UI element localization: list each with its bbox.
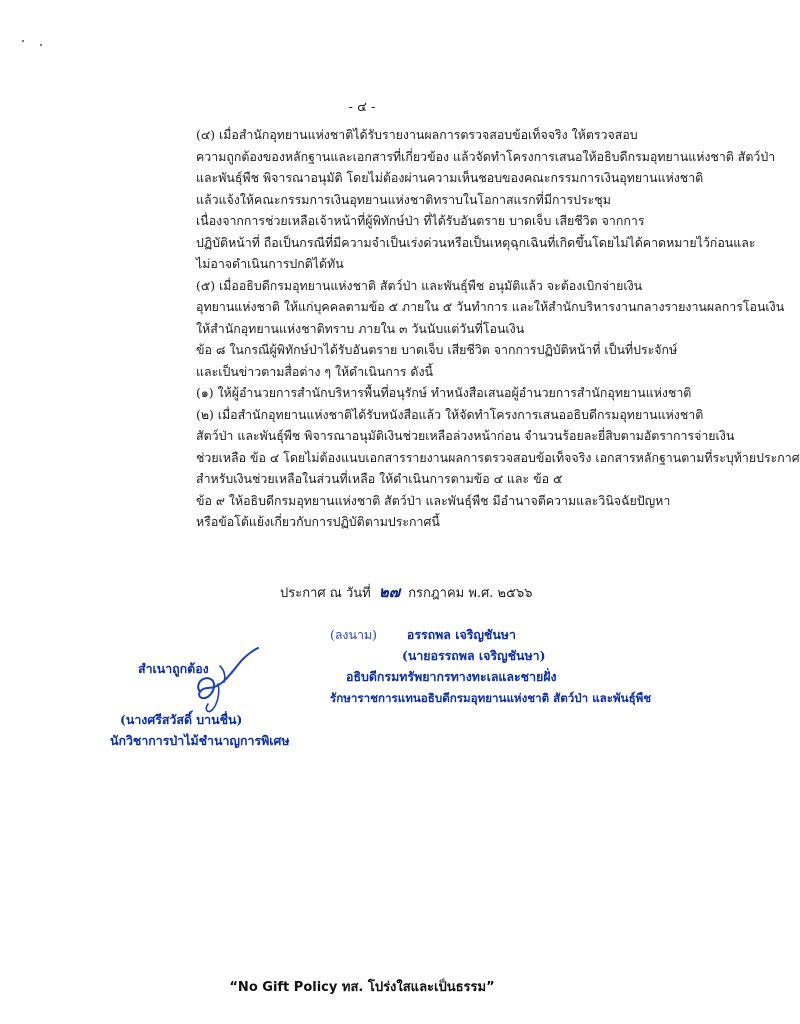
text-line: ข้อ ๙ ให้อธิบดีกรมอุทยานแห่งชาติ สัตว์ป่า และพันธุ์พืช มีอำนาจตีความและวินิจฉัยปัญหา [196,492,671,508]
text-line: อุทยานแห่งชาติ ให้แก่บุคคลตามข้อ ๕ ภายใน ๕ วันทำการ และให้สำนักบริหารงานกลางรายงานผลการโอนเงิน [196,299,785,314]
paragraph [116,124,776,210]
paragraph [116,382,692,404]
announce-prefix: ประกาศ ณ วันที่ [280,586,371,601]
certify-title: สำเนาถูกต้อง [138,661,209,676]
signer-position: อธิบดีกรมทรัพยากรทางทะเลและชายฝั่ง [346,669,557,684]
text-line: (๕) เมื่ออธิบดีกรมอุทยานแห่งชาติ สัตว์ป่า และพันธุ์พืช อนุมัติแล้ว จะต้องเบิกจ่ายเงิน [196,277,643,293]
paragraph [116,275,785,340]
footer-slogan: “No Gift Policy ทส. โปร่งใสและเป็นธรรม” [229,980,495,995]
signer-paren-name: (นายอรรถพล เจริญชันษา) [402,648,546,663]
text-line: (๔) เมื่อสำนักอุทยานแห่งชาติได้รับรายงานผลการตรวจสอบข้อเท็จจริง ให้ตรวจสอบ [196,127,638,142]
text-line: เนื่องจากการช่วยเหลือเจ้าหน้าที่ผู้พิทักษ์ป่า ที่ได้รับอันตราย บาดเจ็บ เสียชีวิต จากการ [196,213,645,228]
text-line: และพันธุ์พืช พิจารณาอนุมัติ โดยไม่ต้องผ่านความเห็นชอบของคณะกรรมการเงินอุทยานแห่งชาติ [196,170,704,185]
text-line: ให้สำนักอุทยานแห่งชาติทราบ ภายใน ๓ วันนับแต่วันที่โอนเงิน [196,320,525,336]
paragraph [116,404,800,490]
text-line: แล้วแจ้งให้คณะกรรมการเงินอุทยานแห่งชาติทราบในโอกาสแรกที่มีการประชุม [196,191,611,207]
text-line: หรือข้อโต้แย้งเกี่ยวกับการปฏิบัติตามประกาศนี้ [196,514,440,529]
text-line: และเป็นข่าวตามสื่อต่าง ๆ ให้ดำเนินการ ดังนี้ [196,363,433,379]
text-line: (๒) เมื่อสำนักอุทยานแห่งชาติได้รับหนังสือแล้ว ให้จัดทำโครงการเสนออธิบดีกรมอุทยานแห่งชาติ [196,406,704,422]
page-number: - ๔ - [348,100,376,115]
certify-name: (นางศรีสวัสดิ์ บานชื่น) [120,712,243,727]
signer-acting-position: รักษาราชการแทนอธิบดีกรมอุทยานแห่งชาติ สัตว์ป่า และพันธุ์พืช [330,691,652,705]
text-line: ปฏิบัติหน้าที่ ถือเป็นกรณีที่มีความจำเป็นเร่งด่วนหรือเป็นเหตุฉุกเฉินที่เกิดขึ้นโดยไม่ได้คาดหมายไว้ก่อนและ [196,234,756,250]
text-line: ช่วยเหลือ ข้อ ๔ โดยไม่ต้องแนบเอกสารรายงานผลการตรวจสอบข้อเท็จจริง เอกสารหลักฐานตามที่ระบุท้ายประกาศ [196,449,800,465]
announce-suffix: กรกฎาคม พ.ศ. ๒๕๖๖ [408,586,533,601]
scan-speck [40,44,42,46]
announce-day: ๒๗ [378,583,401,601]
text-line: สำหรับเงินช่วยเหลือในส่วนที่เหลือ ให้ดำเนินการตามข้อ ๔ และ ข้อ ๕ [196,471,563,486]
sign-label: (ลงนาม) [330,627,377,642]
text-line: (๑) ให้ผู้อำนวยการสำนักบริหารพื้นที่อนุรักษ์ ทำหนังสือเสนอผู้อำนวยการสำนักอุทยานแห่งชาติ [196,385,692,400]
text-line: ข้อ ๘ ในกรณีผู้พิทักษ์ป่าได้รับอันตราย บาดเจ็บ เสียชีวิต จากการปฏิบัติหน้าที่ เป็นที่ประจักษ์ [196,342,678,357]
paragraph [116,339,678,382]
announcement-date [280,580,532,604]
signer-block [330,624,690,708]
text-line: ความถูกต้องของหลักฐานและเอกสารที่เกี่ยวข้อง แล้วจัดทำโครงการเสนอให้อธิบดีกรมอุทยานแห่งชาติ สัตว์ป่า [196,148,776,164]
handwritten-signature [160,644,270,720]
paragraph [116,490,671,533]
certify-position: นักวิชาการป่าไม้ชำนาญการพิเศษ [110,733,290,748]
signer-name: อรรถพล เจริญชันษา [406,627,516,642]
text-line: สัตว์ป่า และพันธุ์พืช พิจารณาอนุมัติเงินช่วยเหลือล่วงหน้าก่อน จำนวนร้อยละยี่สิบตามอัตราการจ่ายเงิน [196,428,735,443]
paragraph [116,210,756,275]
text-line: ไม่อาจดำเนินการปกติได้ทัน [196,256,344,271]
scan-speck [22,40,24,42]
document-body [116,124,800,533]
